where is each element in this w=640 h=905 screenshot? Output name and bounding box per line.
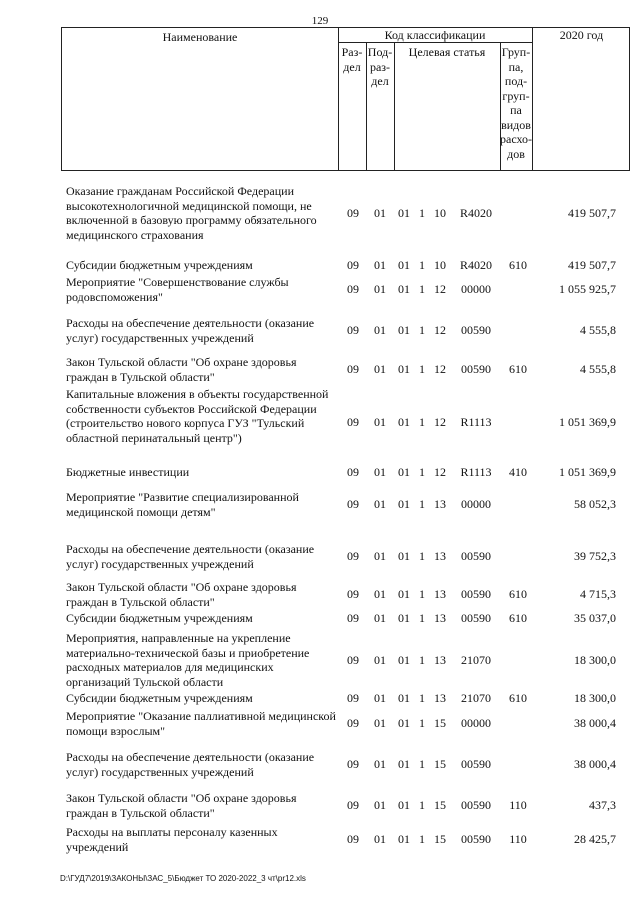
code-c1: 01	[398, 691, 410, 705]
code-c4: R1113	[460, 415, 492, 429]
code-c1: 01	[398, 465, 410, 479]
code-r: 09	[347, 611, 359, 625]
code-grp: 610	[509, 362, 527, 376]
code-c1: 01	[398, 757, 410, 771]
code-c2: 1	[419, 798, 425, 812]
code-grp: 610	[509, 691, 527, 705]
code-pr: 01	[374, 587, 386, 601]
header-podrazdel: Под- раз- дел	[367, 45, 393, 88]
code-c4: 00590	[461, 832, 491, 846]
code-c2: 1	[419, 258, 425, 272]
row-name: Закон Тульской области "Об охране здоровья граждан в Тульской области"	[66, 355, 297, 384]
code-c4: 00590	[461, 323, 491, 337]
row-amount: 38 000,4	[574, 757, 616, 771]
code-grp: 610	[509, 587, 527, 601]
code-c2: 1	[419, 206, 425, 220]
row-amount: 28 425,7	[574, 832, 616, 846]
code-c1: 01	[398, 206, 410, 220]
header-classification: Код классификации	[384, 28, 486, 42]
code-c3: 15	[434, 716, 446, 730]
code-r: 09	[347, 415, 359, 429]
code-c4: 21070	[461, 691, 491, 705]
code-pr: 01	[374, 832, 386, 846]
code-c2: 1	[419, 549, 425, 563]
code-c3: 13	[434, 653, 446, 667]
code-c4: 00590	[461, 611, 491, 625]
code-c3: 13	[434, 497, 446, 511]
row-name: Закон Тульской области "Об охране здоровья граждан в Тульской области"	[66, 580, 297, 609]
code-c4: 21070	[461, 653, 491, 667]
code-c2: 1	[419, 691, 425, 705]
code-c1: 01	[398, 323, 410, 337]
code-pr: 01	[374, 415, 386, 429]
row-name: Расходы на обеспечение деятельности (оказание услуг) государственных учреждений	[66, 750, 315, 779]
code-pr: 01	[374, 497, 386, 511]
row-name: Расходы на обеспечение деятельности (оказание услуг) государственных учреждений	[66, 316, 315, 345]
col-divider	[394, 42, 395, 170]
code-pr: 01	[374, 465, 386, 479]
code-r: 09	[347, 549, 359, 563]
table-header	[61, 27, 630, 171]
code-c4: R1113	[460, 465, 492, 479]
code-r: 09	[347, 832, 359, 846]
code-r: 09	[347, 282, 359, 296]
row-amount: 58 052,3	[574, 497, 616, 511]
row-name: Капитальные вложения в объекты государственной собственности субъектов Российской Федерации (строительство нового корпуса ГУЗ "Тульский областной перинатальный центр")	[66, 387, 329, 445]
code-r: 09	[347, 465, 359, 479]
row-amount: 4 555,8	[580, 323, 616, 337]
code-pr: 01	[374, 362, 386, 376]
code-c2: 1	[419, 587, 425, 601]
code-c2: 1	[419, 716, 425, 730]
row-amount: 38 000,4	[574, 716, 616, 730]
code-c1: 01	[398, 798, 410, 812]
row-name: Мероприятие "Оказание паллиативной медицинской помощи взрослым"	[66, 709, 336, 738]
page-number: 129	[311, 15, 329, 27]
header-target: Целевая статья	[408, 45, 486, 59]
row-amount: 18 300,0	[574, 691, 616, 705]
code-c2: 1	[419, 323, 425, 337]
row-amount: 419 507,7	[568, 258, 616, 272]
code-c4: 00590	[461, 587, 491, 601]
code-r: 09	[347, 716, 359, 730]
code-r: 09	[347, 587, 359, 601]
code-c2: 1	[419, 465, 425, 479]
row-name: Субсидии бюджетным учреждениям	[66, 691, 253, 705]
code-grp: 610	[509, 611, 527, 625]
row-name: Мероприятия, направленные на укрепление материально-технической базы и приобретение расходных материалов для медицинских организаций Тульской области	[66, 631, 310, 689]
code-r: 09	[347, 258, 359, 272]
row-name: Расходы на обеспечение деятельности (оказание услуг) государственных учреждений	[66, 542, 315, 571]
code-c3: 15	[434, 832, 446, 846]
code-pr: 01	[374, 206, 386, 220]
row-amount: 4 715,3	[580, 587, 616, 601]
row-amount: 39 752,3	[574, 549, 616, 563]
code-pr: 01	[374, 716, 386, 730]
code-c1: 01	[398, 716, 410, 730]
code-c3: 13	[434, 611, 446, 625]
code-c1: 01	[398, 258, 410, 272]
row-name: Мероприятие "Развитие специализированной медицинской помощи детям"	[66, 490, 299, 519]
code-c4: 00590	[461, 549, 491, 563]
header-year: 2020 год	[559, 28, 604, 42]
file-path: D:\ГУД7\2019\ЗАКОНЫ\ЗАС_5\Бюджет ТО 2020-2022_3 чт\pr12.xls	[60, 874, 306, 883]
code-r: 09	[347, 206, 359, 220]
code-c2: 1	[419, 282, 425, 296]
code-grp: 410	[509, 465, 527, 479]
header-name: Наименование	[162, 30, 238, 44]
code-c1: 01	[398, 611, 410, 625]
code-pr: 01	[374, 549, 386, 563]
code-c1: 01	[398, 282, 410, 296]
code-r: 09	[347, 757, 359, 771]
row-amount: 1 051 369,9	[559, 415, 616, 429]
code-c4: 00000	[461, 497, 491, 511]
header-razdel: Раз- дел	[341, 45, 363, 74]
col-divider	[532, 28, 533, 170]
header-group: Груп- па, под- груп- па видов расхо- дов	[500, 45, 533, 161]
code-c1: 01	[398, 587, 410, 601]
code-r: 09	[347, 798, 359, 812]
row-amount: 1 055 925,7	[559, 282, 616, 296]
code-c3: 10	[434, 258, 446, 272]
code-c3: 15	[434, 798, 446, 812]
code-c3: 13	[434, 691, 446, 705]
code-grp: 110	[509, 798, 527, 812]
code-c2: 1	[419, 653, 425, 667]
code-c1: 01	[398, 653, 410, 667]
code-c3: 12	[434, 362, 446, 376]
code-c2: 1	[419, 611, 425, 625]
code-c3: 13	[434, 549, 446, 563]
row-amount: 1 051 369,9	[559, 465, 616, 479]
code-r: 09	[347, 323, 359, 337]
code-c4: 00590	[461, 798, 491, 812]
code-c3: 15	[434, 757, 446, 771]
code-pr: 01	[374, 611, 386, 625]
row-amount: 35 037,0	[574, 611, 616, 625]
row-amount: 4 555,8	[580, 362, 616, 376]
code-pr: 01	[374, 757, 386, 771]
code-r: 09	[347, 362, 359, 376]
row-name: Бюджетные инвестиции	[66, 465, 190, 479]
code-c4: 00000	[461, 716, 491, 730]
row-amount: 437,3	[589, 798, 616, 812]
code-c3: 12	[434, 282, 446, 296]
code-c2: 1	[419, 832, 425, 846]
code-c1: 01	[398, 832, 410, 846]
code-c2: 1	[419, 362, 425, 376]
code-r: 09	[347, 497, 359, 511]
code-c3: 10	[434, 206, 446, 220]
code-c1: 01	[398, 362, 410, 376]
code-r: 09	[347, 653, 359, 667]
row-name: Расходы на выплаты персоналу казенных учреждений	[66, 825, 278, 854]
row-name: Мероприятие "Совершенствование службы родовспоможения"	[66, 275, 289, 304]
code-c2: 1	[419, 757, 425, 771]
code-r: 09	[347, 691, 359, 705]
code-c4: 00000	[461, 282, 491, 296]
code-pr: 01	[374, 323, 386, 337]
code-c4: 00590	[461, 362, 491, 376]
code-c4: R4020	[459, 258, 492, 272]
code-c4: 00590	[461, 757, 491, 771]
row-amount: 419 507,7	[568, 206, 616, 220]
code-c4: R4020	[459, 206, 492, 220]
code-c1: 01	[398, 497, 410, 511]
code-grp: 110	[509, 832, 527, 846]
code-c1: 01	[398, 415, 410, 429]
code-c3: 12	[434, 323, 446, 337]
code-c2: 1	[419, 497, 425, 511]
code-c3: 12	[434, 465, 446, 479]
code-pr: 01	[374, 258, 386, 272]
code-c3: 13	[434, 587, 446, 601]
code-c2: 1	[419, 415, 425, 429]
row-name: Субсидии бюджетным учреждениям	[66, 258, 253, 272]
code-grp: 610	[509, 258, 527, 272]
code-c3: 12	[434, 415, 446, 429]
row-name: Субсидии бюджетным учреждениям	[66, 611, 253, 625]
code-c1: 01	[398, 549, 410, 563]
row-amount: 18 300,0	[574, 653, 616, 667]
code-pr: 01	[374, 691, 386, 705]
code-pr: 01	[374, 282, 386, 296]
row-name: Оказание гражданам Российской Федерации высокотехнологичной медицинской помощи, не включенной в базовую программу обязательного медицинского страхования	[66, 184, 317, 242]
code-pr: 01	[374, 653, 386, 667]
code-pr: 01	[374, 798, 386, 812]
row-name: Закон Тульской области "Об охране здоровья граждан в Тульской области"	[66, 791, 297, 820]
